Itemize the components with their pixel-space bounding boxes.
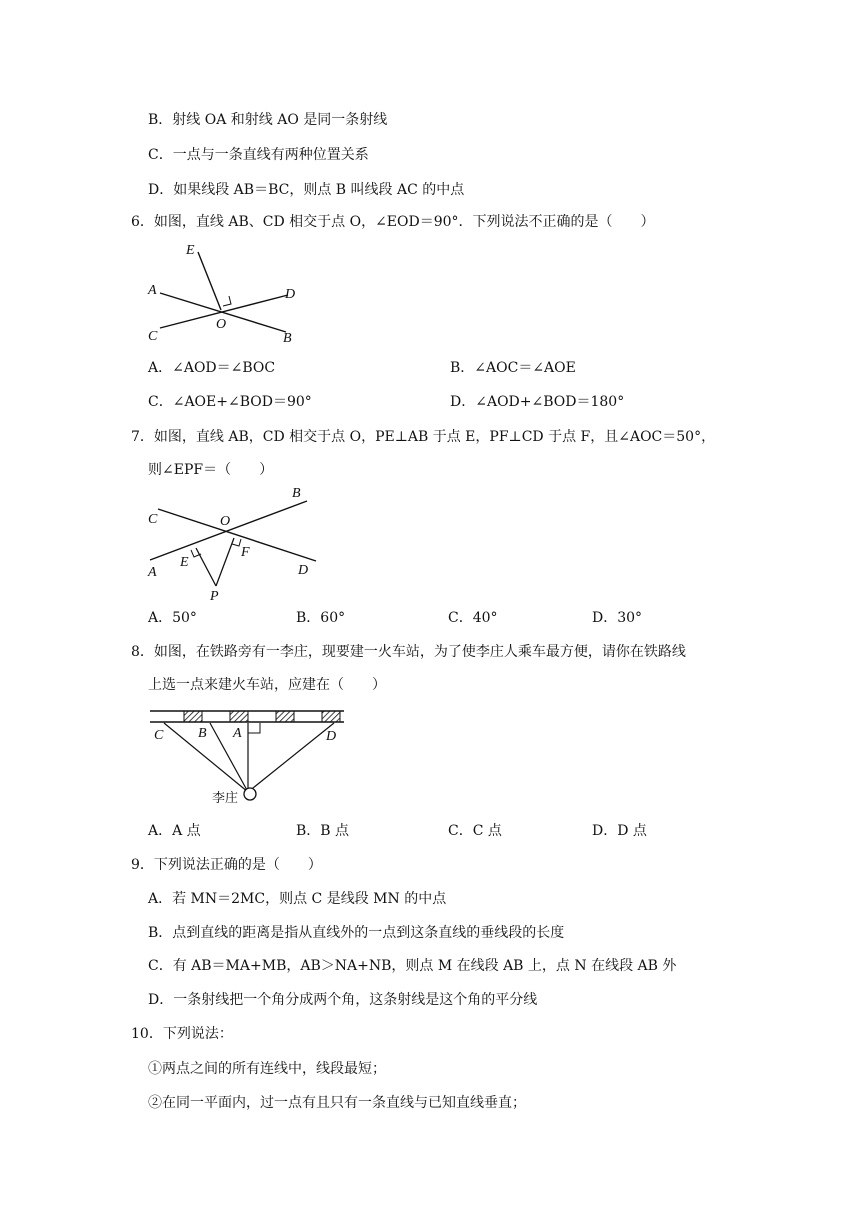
q8-label-village: 李庄: [212, 791, 239, 806]
q10-item-1: ①两点之间的所有连线中，线段最短；: [148, 1061, 386, 1077]
q5-option-d: D．如果线段 AB＝BC，则点 B 叫线段 AC 的中点: [148, 182, 465, 198]
q7-label-a: A: [148, 565, 157, 580]
q7-line-cd: [158, 509, 316, 561]
q6-option-c: C．∠AOE+∠BOD＝90°: [148, 394, 312, 410]
q8-option-c: C．C 点: [448, 823, 502, 839]
q8-option-b: B．B 点: [296, 823, 350, 839]
q7-label-d: D: [298, 563, 309, 578]
q8-option-a: A．A 点: [148, 823, 201, 839]
q8-option-d: D．D 点: [592, 823, 647, 839]
q9-stem: 9．下列说法正确的是（ ）: [131, 857, 322, 873]
q6-label-o: O: [216, 317, 227, 332]
q6-label-a: A: [148, 283, 157, 298]
q6-right-angle-mark: [223, 296, 231, 306]
railway-sleeper: [230, 711, 248, 722]
q8-label-c: C: [154, 728, 164, 743]
q9-option-c: C．有 AB＝MA+MB，AB＞NA+NB，则点 M 在线段 AB 上，点 N 在线段 AB 外: [148, 958, 677, 974]
q7-segment-pf: [216, 538, 234, 586]
q5-option-b: B．射线 OA 和射线 AO 是同一条射线: [148, 112, 388, 128]
q10-stem: 10．下列说法：: [131, 1026, 233, 1042]
q8-label-a: A: [233, 726, 242, 741]
q8-segment-village-b: [210, 723, 248, 792]
q7-label-o: O: [220, 514, 231, 529]
q6-option-b: B．∠AOC＝∠AOE: [450, 360, 576, 376]
q7-label-c: C: [148, 512, 158, 527]
q8-label-b: B: [198, 726, 207, 741]
q6-ray-oe: [198, 252, 221, 310]
q6-option-a: A．∠AOD＝∠BOC: [148, 360, 276, 376]
q7-stem-line2: 则∠EPF＝（ ）: [148, 462, 274, 478]
q7-stem-line1: 7．如图，直线 AB，CD 相交于点 O，PE⊥AB 于点 E，PF⊥CD 于点 F，且∠AOC＝50°，: [131, 429, 716, 445]
q7-label-p: P: [210, 589, 219, 604]
q7-option-a: A．50°: [148, 610, 197, 626]
q9-option-a: A．若 MN＝2MC，则点 C 是线段 MN 的中点: [148, 891, 447, 907]
q6-figure: [140, 236, 320, 348]
railway-sleeper: [276, 711, 294, 722]
q10-item-2: ②在同一平面内，过一点有且只有一条直线与已知直线垂直；: [148, 1095, 526, 1111]
q9-option-b: B．点到直线的距离是指从直线外的一点到这条直线的垂线段的长度: [148, 925, 565, 941]
q6-label-d: D: [285, 287, 296, 302]
q6-stem: 6．如图，直线 AB、CD 相交于点 O，∠EOD＝90°．下列说法不正确的是（ ）: [131, 214, 655, 230]
q7-figure: [140, 484, 330, 604]
q8-label-d: D: [326, 729, 337, 744]
railway-sleeper: [184, 711, 202, 722]
q7-segment-pe: [196, 548, 216, 586]
q7-label-b: B: [292, 486, 301, 501]
q6-label-c: C: [148, 329, 158, 344]
village-marker: [244, 788, 256, 800]
q6-label-e: E: [186, 243, 195, 258]
q9-option-d: D．一条射线把一个角分成两个角，这条射线是这个角的平分线: [148, 992, 538, 1008]
q7-option-d: D．30°: [592, 610, 643, 626]
q7-label-f: F: [241, 545, 250, 560]
q8-stem-line1: 8．如图，在铁路旁有一李庄，现要建一火车站，为了使李庄人乘车最方便，请你在铁路线: [131, 644, 686, 660]
q8-segment-village-d: [248, 723, 337, 792]
q7-option-b: B．60°: [296, 610, 346, 626]
q7-label-e: E: [180, 555, 189, 570]
q5-option-c: C．一点与一条直线有两种位置关系: [148, 147, 369, 163]
railway-sleeper: [322, 711, 340, 722]
q8-stem-line2: 上选一点来建火车站，应建在（ ）: [148, 677, 386, 693]
q6-option-d: D．∠AOD+∠BOD＝180°: [450, 394, 625, 410]
q6-label-b: B: [283, 331, 292, 346]
q7-option-c: C．40°: [448, 610, 498, 626]
q8-right-angle-mark: [248, 723, 260, 733]
q8-figure: [146, 702, 352, 810]
